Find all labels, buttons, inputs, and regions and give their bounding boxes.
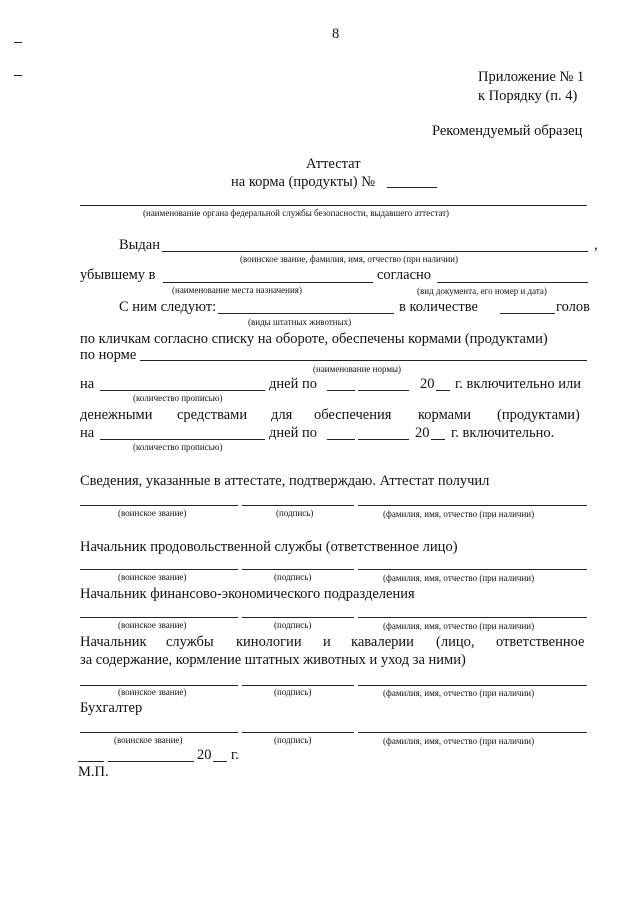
norm-field[interactable] — [140, 360, 587, 361]
signature-caption: (подпись) — [276, 508, 314, 518]
period-year-field[interactable] — [436, 390, 450, 391]
signature-field[interactable] — [242, 505, 354, 506]
norm-label: по норме — [80, 347, 137, 363]
signature-field[interactable] — [242, 732, 354, 733]
date-year-prefix: 20 — [197, 747, 212, 763]
rank-caption: (воинское звание) — [118, 508, 187, 518]
full-name-field[interactable] — [358, 685, 587, 686]
sample-label: Рекомендуемый образец — [432, 123, 583, 139]
money-word-6: (продуктами) — [497, 407, 580, 423]
full-name-caption: (фамилия, имя, отчество (при наличии) — [383, 688, 535, 698]
money-suffix: г. включительно. — [451, 425, 555, 441]
issued-label: Выдан — [119, 237, 160, 253]
date-day-field[interactable] — [78, 761, 104, 762]
destination-field[interactable] — [163, 282, 373, 283]
signature-caption: (подпись) — [274, 620, 312, 630]
money-day-field[interactable] — [327, 439, 355, 440]
role-food-service: Начальник продовольственной службы (ответственное лицо) — [80, 539, 458, 555]
rank-field[interactable] — [80, 685, 238, 686]
signature-field[interactable] — [242, 569, 354, 570]
money-on-label: на — [80, 425, 95, 441]
quantity-label: в количестве — [399, 299, 478, 315]
full-name-field[interactable] — [358, 732, 587, 733]
rank-field[interactable] — [80, 505, 238, 506]
full-name-field[interactable] — [358, 617, 587, 618]
money-word-4: обеспечения — [314, 407, 392, 423]
cynology-word-6: (лицо, — [436, 634, 475, 650]
rank-caption: (воинское звание) — [114, 735, 183, 745]
money-word-5: кормами — [418, 407, 472, 423]
period-caption: (количество прописью) — [133, 393, 223, 403]
document-field[interactable] — [437, 282, 588, 283]
full-name-field[interactable] — [358, 569, 587, 570]
stamp-label: М.П. — [78, 764, 109, 780]
departed-label: убывшему в — [80, 267, 156, 283]
accompany-label: С ним следуют: — [119, 299, 217, 315]
rank-field[interactable] — [80, 732, 238, 733]
cynology-line2: за содержание, кормление штатных животных и уход за ними) — [80, 652, 466, 668]
norm-caption: (наименование нормы) — [313, 364, 402, 374]
money-month-field[interactable] — [358, 439, 409, 440]
role-finance: Начальник финансово-экономического подразделения — [80, 586, 415, 602]
issued-to-field[interactable] — [162, 251, 588, 252]
cynology-word-7: ответственное — [496, 634, 585, 650]
full-name-caption: (фамилия, имя, отчество (при наличии) — [383, 621, 535, 631]
appendix-line2: к Порядку (п. 4) — [478, 88, 578, 104]
animal-types-field[interactable] — [218, 313, 394, 314]
money-days-label: дней по — [269, 425, 317, 441]
full-name-field[interactable] — [358, 505, 587, 506]
money-year-prefix: 20 — [415, 425, 430, 441]
signature-caption: (подпись) — [274, 687, 312, 697]
cynology-word-5: кавалерии — [351, 634, 414, 650]
period-day-field[interactable] — [327, 390, 355, 391]
period-on-label: на — [80, 376, 95, 392]
names-text-line1: по кличкам согласно списку на обороте, обеспечены кормами (продуктами) — [80, 331, 548, 347]
certificate-number-field[interactable] — [387, 187, 437, 188]
money-word-3: для — [271, 407, 293, 423]
date-month-field[interactable] — [108, 761, 194, 762]
period-days-field[interactable] — [100, 390, 265, 391]
issuer-caption: (наименование органа федеральной службы безопасности, выдавшего аттестат) — [143, 208, 450, 218]
money-days-field[interactable] — [100, 439, 265, 440]
signature-caption: (подпись) — [274, 735, 312, 745]
rank-field[interactable] — [80, 569, 238, 570]
scan-mark — [14, 75, 22, 77]
full-name-caption: (фамилия, имя, отчество (при наличии) — [383, 573, 535, 583]
heads-label: голов — [556, 299, 590, 315]
issued-comma: , — [594, 237, 598, 253]
document-subtitle: на корма (продукты) № — [231, 174, 376, 190]
signature-field[interactable] — [242, 617, 354, 618]
animal-types-caption: (виды штатных животных) — [248, 317, 352, 327]
destination-caption: (наименование места назначения) — [172, 285, 302, 295]
money-caption: (количество прописью) — [133, 442, 223, 452]
full-name-caption: (фамилия, имя, отчество (при наличии) — [383, 736, 535, 746]
money-word-2: средствами — [177, 407, 248, 423]
cynology-word-4: и — [323, 634, 331, 650]
according-label: согласно — [377, 267, 432, 283]
date-suffix: г. — [231, 747, 239, 763]
document-caption: (вид документа, его номер и дата) — [417, 286, 547, 296]
scan-mark — [14, 42, 22, 44]
period-month-field[interactable] — [358, 390, 409, 391]
date-year-field[interactable] — [213, 761, 227, 762]
rank-caption: (воинское звание) — [118, 620, 187, 630]
money-word-1: денежными — [80, 407, 153, 423]
heads-count-field[interactable] — [500, 313, 555, 314]
full-name-caption: (фамилия, имя, отчество (при наличии) — [383, 509, 535, 519]
signature-field[interactable] — [242, 685, 354, 686]
cynology-word-1: Начальник — [80, 634, 147, 650]
issuer-field[interactable] — [80, 205, 587, 206]
page-number: 8 — [332, 26, 340, 42]
document-title: Аттестат — [306, 156, 361, 172]
period-year-prefix: 20 — [420, 376, 435, 392]
confirm-text: Сведения, указанные в аттестате, подтверждаю. Аттестат получил — [80, 473, 490, 489]
cynology-word-3: кинологии — [236, 634, 302, 650]
period-suffix: г. включительно или — [455, 376, 582, 392]
role-accountant: Бухгалтер — [80, 700, 143, 716]
rank-caption: (воинское звание) — [118, 687, 187, 697]
rank-field[interactable] — [80, 617, 238, 618]
money-year-field[interactable] — [431, 439, 445, 440]
issued-caption: (воинское звание, фамилия, имя, отчество (при наличии) — [240, 254, 458, 264]
period-days-label: дней по — [269, 376, 317, 392]
cynology-word-2: службы — [166, 634, 214, 650]
rank-caption: (воинское звание) — [118, 572, 187, 582]
signature-caption: (подпись) — [274, 572, 312, 582]
appendix-line1: Приложение № 1 — [478, 69, 585, 85]
